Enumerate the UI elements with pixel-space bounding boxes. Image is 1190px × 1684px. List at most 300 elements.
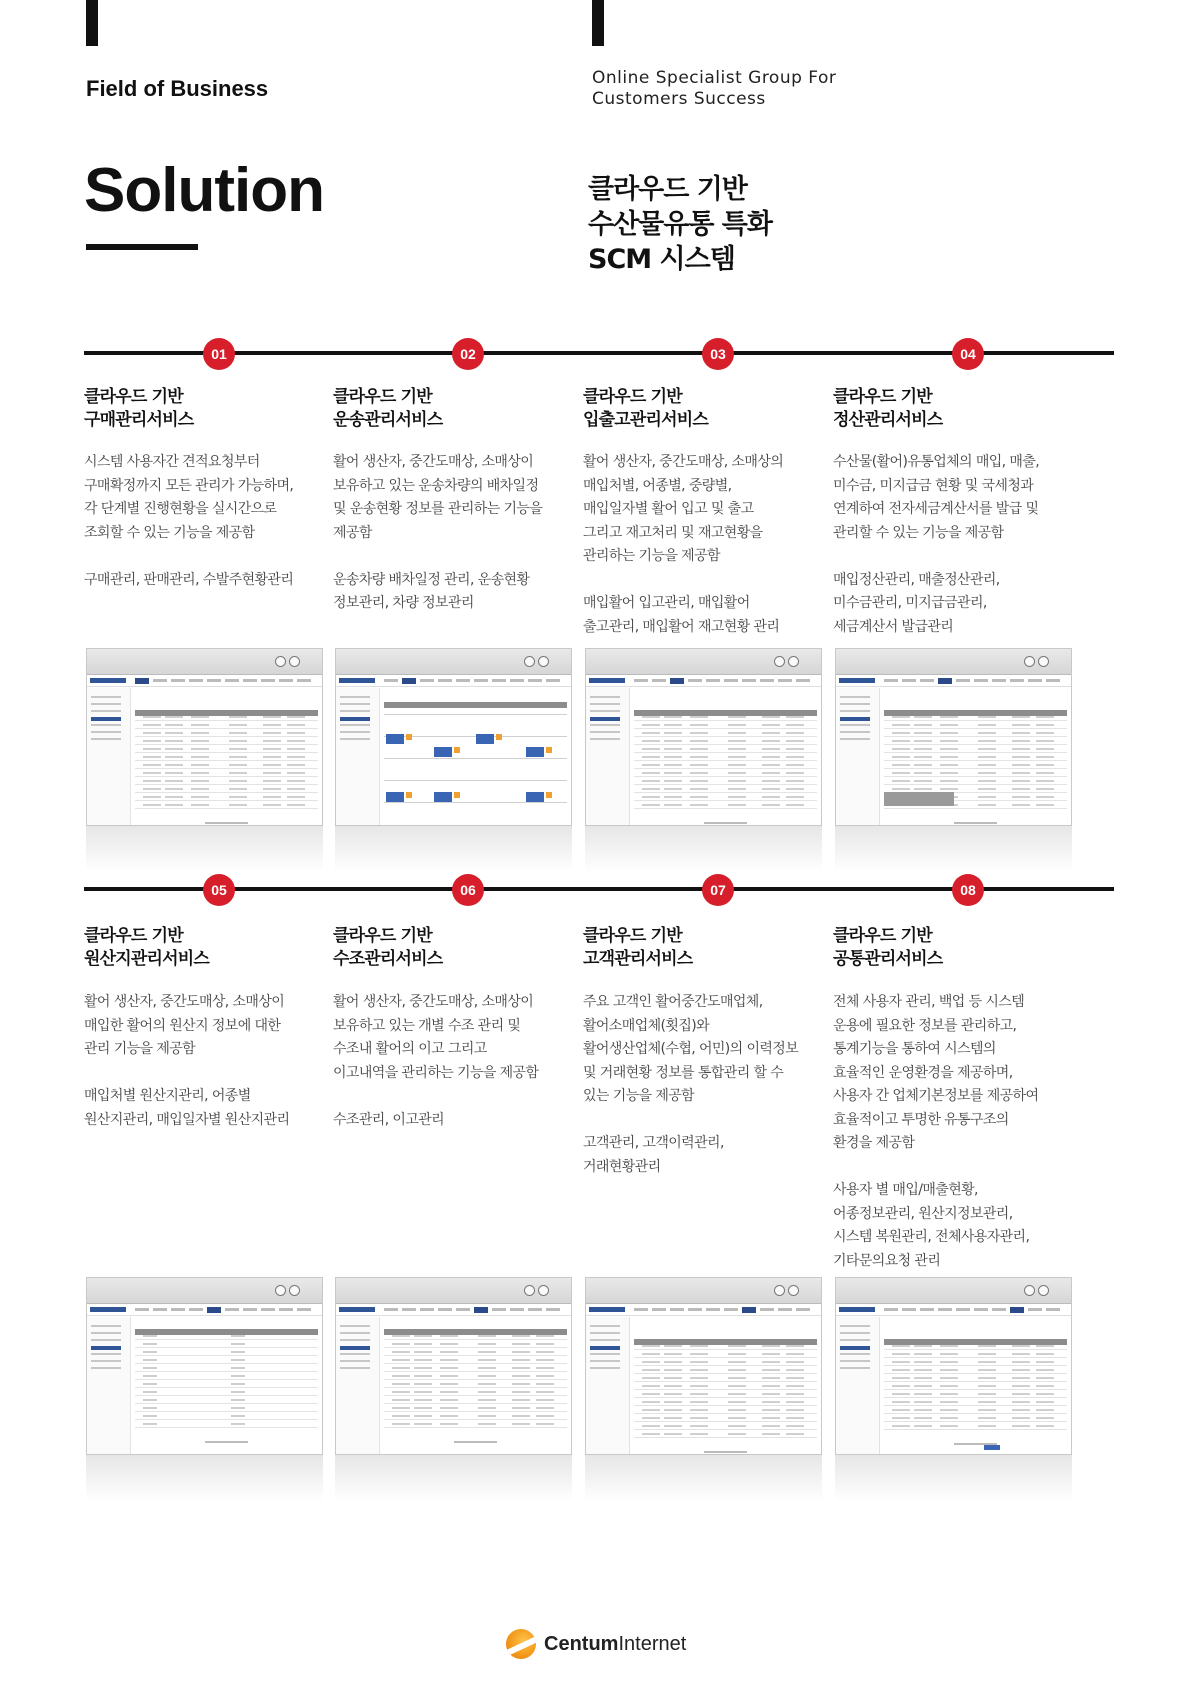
window-button-icon[interactable] bbox=[1038, 1285, 1049, 1296]
sidebar-item[interactable] bbox=[840, 1360, 870, 1362]
menu-item[interactable] bbox=[261, 1308, 275, 1311]
table-row bbox=[634, 1437, 817, 1438]
schedule-block[interactable] bbox=[526, 747, 544, 757]
menu-item[interactable] bbox=[153, 1308, 167, 1311]
menu-item[interactable] bbox=[510, 679, 524, 682]
page-title: Solution bbox=[84, 156, 324, 225]
sidebar-item[interactable] bbox=[91, 731, 121, 733]
table-cell bbox=[1012, 732, 1030, 734]
sidebar-item[interactable] bbox=[840, 1325, 870, 1327]
window-titlebar bbox=[336, 649, 571, 675]
table-cell bbox=[940, 724, 958, 726]
table-cell bbox=[762, 1353, 780, 1355]
table-cell bbox=[287, 780, 305, 782]
table-cell bbox=[664, 1433, 682, 1435]
menu-item[interactable] bbox=[153, 679, 167, 682]
table-cell bbox=[392, 1375, 410, 1377]
sidebar-item[interactable] bbox=[91, 703, 121, 705]
sidebar-item[interactable] bbox=[840, 696, 870, 698]
sidebar-item[interactable] bbox=[590, 738, 620, 740]
menu-item[interactable] bbox=[974, 1308, 988, 1311]
sidebar-item[interactable] bbox=[91, 724, 121, 726]
menu-item[interactable] bbox=[297, 679, 311, 682]
table-cell bbox=[762, 1409, 780, 1411]
service-title bbox=[583, 386, 833, 432]
app-menu-bar bbox=[836, 1304, 1071, 1316]
pagination[interactable] bbox=[704, 822, 747, 824]
table-cell bbox=[143, 1399, 157, 1401]
sidebar-item[interactable] bbox=[590, 710, 620, 712]
table-cell bbox=[690, 724, 708, 726]
menu-item[interactable] bbox=[884, 1308, 898, 1311]
menu-item[interactable] bbox=[920, 1308, 934, 1311]
schedule-block[interactable] bbox=[386, 734, 404, 744]
table-cell bbox=[231, 1415, 245, 1417]
menu-item[interactable] bbox=[1046, 679, 1060, 682]
sidebar-item[interactable] bbox=[840, 1353, 870, 1355]
sidebar-item[interactable] bbox=[840, 738, 870, 740]
menu-item[interactable] bbox=[402, 678, 416, 684]
table-cell bbox=[1036, 756, 1054, 758]
table-cell bbox=[143, 788, 161, 790]
menu-item[interactable] bbox=[652, 679, 666, 682]
table-cell bbox=[690, 788, 708, 790]
table-cell bbox=[263, 788, 281, 790]
table-cell bbox=[940, 748, 958, 750]
menu-item[interactable] bbox=[884, 679, 898, 682]
menu-item[interactable] bbox=[688, 679, 702, 682]
sidebar-item[interactable] bbox=[340, 710, 370, 712]
table-cell bbox=[940, 1361, 958, 1363]
table-cell bbox=[786, 1385, 804, 1387]
table-cell bbox=[940, 1417, 958, 1419]
table-cell bbox=[1036, 1353, 1054, 1355]
window-button-icon[interactable] bbox=[788, 656, 799, 667]
service-title-line: 정산관리서비스 bbox=[833, 410, 943, 430]
table-cell bbox=[263, 716, 281, 718]
sidebar-item[interactable] bbox=[340, 731, 370, 733]
app-sidebar bbox=[586, 688, 630, 825]
table-row bbox=[884, 760, 1067, 761]
menu-item[interactable] bbox=[492, 679, 506, 682]
schedule-tag bbox=[454, 792, 460, 798]
sidebar-item[interactable] bbox=[590, 1346, 620, 1350]
menu-item[interactable] bbox=[688, 1308, 702, 1311]
sidebar-item[interactable] bbox=[840, 724, 870, 726]
menu-item[interactable] bbox=[634, 1308, 648, 1311]
table-cell bbox=[762, 716, 780, 718]
menu-item[interactable] bbox=[634, 679, 648, 682]
table-row bbox=[634, 744, 817, 745]
sidebar-item[interactable] bbox=[840, 717, 870, 721]
menu-item[interactable] bbox=[243, 1308, 257, 1311]
table-cell bbox=[512, 1351, 530, 1353]
menu-item[interactable] bbox=[760, 679, 774, 682]
menu-item[interactable] bbox=[225, 1308, 239, 1311]
table-cell bbox=[191, 764, 209, 766]
sidebar-item[interactable] bbox=[91, 696, 121, 698]
menu-item[interactable] bbox=[279, 1308, 293, 1311]
window-button-icon[interactable] bbox=[289, 656, 300, 667]
table-row bbox=[884, 1373, 1067, 1374]
window-button-icon[interactable] bbox=[538, 1285, 549, 1296]
table-cell bbox=[786, 796, 804, 798]
table-cell bbox=[229, 788, 247, 790]
table-row bbox=[135, 720, 318, 721]
schedule-block[interactable] bbox=[434, 792, 452, 802]
supply-cruiser-logo bbox=[339, 1307, 375, 1312]
window-button-icon[interactable] bbox=[538, 656, 549, 667]
sidebar-item[interactable] bbox=[340, 717, 370, 721]
table-cell bbox=[642, 1353, 660, 1355]
table-cell bbox=[143, 1423, 157, 1425]
table-cell bbox=[940, 1353, 958, 1355]
table-cell bbox=[892, 732, 910, 734]
table-row bbox=[135, 1347, 318, 1348]
app-menu-bar bbox=[336, 1304, 571, 1316]
footer-brand bbox=[544, 1633, 686, 1656]
menu-item[interactable] bbox=[778, 1308, 792, 1311]
scm-subtitle bbox=[588, 172, 772, 277]
window-button-icon[interactable] bbox=[1024, 656, 1035, 667]
table-cell bbox=[1036, 1393, 1054, 1395]
sidebar-item[interactable] bbox=[590, 1367, 620, 1369]
pagination[interactable] bbox=[454, 1441, 497, 1443]
table-cell bbox=[892, 1385, 910, 1387]
menu-item[interactable] bbox=[456, 679, 470, 682]
menu-item[interactable] bbox=[778, 679, 792, 682]
table-cell bbox=[165, 756, 183, 758]
sidebar-item[interactable] bbox=[340, 738, 370, 740]
menu-item[interactable] bbox=[760, 1308, 774, 1311]
app-sidebar bbox=[836, 1317, 880, 1454]
sidebar-item[interactable] bbox=[91, 717, 121, 721]
menu-item[interactable] bbox=[189, 679, 203, 682]
table-cell bbox=[664, 796, 682, 798]
sidebar-item[interactable] bbox=[340, 1353, 370, 1355]
table-cell bbox=[165, 724, 183, 726]
sidebar-item[interactable] bbox=[91, 1332, 121, 1334]
table-row bbox=[384, 1371, 567, 1372]
window-titlebar bbox=[87, 1278, 322, 1304]
app-sidebar bbox=[586, 1317, 630, 1454]
menu-item[interactable] bbox=[902, 679, 916, 682]
sidebar-item[interactable] bbox=[840, 1367, 870, 1369]
table-cell bbox=[762, 1433, 780, 1435]
table-cell bbox=[690, 1369, 708, 1371]
sidebar-item[interactable] bbox=[840, 1332, 870, 1334]
window-button-icon[interactable] bbox=[289, 1285, 300, 1296]
schedule-block[interactable] bbox=[526, 792, 544, 802]
screenshot-reflection bbox=[86, 826, 323, 872]
table-row bbox=[135, 1403, 318, 1404]
menu-item[interactable] bbox=[135, 678, 149, 684]
menu-item[interactable] bbox=[207, 679, 221, 682]
table-cell bbox=[512, 1423, 530, 1425]
sidebar-item[interactable] bbox=[91, 1325, 121, 1327]
window-button-icon[interactable] bbox=[275, 656, 286, 667]
table-cell bbox=[728, 724, 746, 726]
table-cell bbox=[478, 1423, 496, 1425]
table-row bbox=[135, 760, 318, 761]
schedule-block[interactable] bbox=[434, 747, 452, 757]
window-button-icon[interactable] bbox=[774, 1285, 785, 1296]
sidebar-item[interactable] bbox=[340, 1346, 370, 1350]
menu-item[interactable] bbox=[1028, 679, 1042, 682]
sidebar-item[interactable] bbox=[590, 724, 620, 726]
sidebar-item[interactable] bbox=[840, 731, 870, 733]
sidebar-item[interactable] bbox=[91, 1353, 121, 1355]
service-description-line: 거래현황관리 bbox=[583, 1158, 661, 1175]
service-title bbox=[333, 386, 583, 432]
menu-item[interactable] bbox=[546, 1308, 560, 1311]
table-cell bbox=[287, 740, 305, 742]
table-cell bbox=[512, 1391, 530, 1393]
menu-item[interactable] bbox=[992, 679, 1006, 682]
sidebar-item[interactable] bbox=[590, 717, 620, 721]
service-description-line: 사용자 별 매입/매출현황, bbox=[833, 1182, 978, 1198]
menu-item[interactable] bbox=[474, 679, 488, 682]
table-cell bbox=[762, 804, 780, 806]
menu-item[interactable] bbox=[384, 1308, 398, 1311]
table-row bbox=[135, 1355, 318, 1356]
menu-item[interactable] bbox=[225, 679, 239, 682]
menu-item[interactable] bbox=[974, 679, 988, 682]
table-row bbox=[634, 760, 817, 761]
table-cell bbox=[143, 732, 161, 734]
menu-item[interactable] bbox=[742, 1307, 756, 1313]
sidebar-item[interactable] bbox=[590, 1332, 620, 1334]
screenshot-reflection bbox=[335, 1455, 572, 1501]
sidebar-item[interactable] bbox=[840, 1346, 870, 1350]
paragraph-gap bbox=[583, 1109, 833, 1133]
window-button-icon[interactable] bbox=[524, 656, 535, 667]
sidebar-item[interactable] bbox=[340, 1339, 370, 1341]
menu-item[interactable] bbox=[420, 679, 434, 682]
sidebar-item[interactable] bbox=[840, 710, 870, 712]
table-cell bbox=[229, 756, 247, 758]
menu-item[interactable] bbox=[938, 678, 952, 684]
sidebar-item[interactable] bbox=[91, 1346, 121, 1350]
menu-item[interactable] bbox=[1046, 1308, 1060, 1311]
menu-item[interactable] bbox=[474, 1307, 488, 1313]
menu-item[interactable] bbox=[724, 1308, 738, 1311]
sidebar-item[interactable] bbox=[340, 1367, 370, 1369]
menu-item[interactable] bbox=[992, 1308, 1006, 1311]
service-description-line: 환경을 제공함 bbox=[833, 1135, 915, 1151]
table-cell bbox=[786, 1409, 804, 1411]
window-button-icon[interactable] bbox=[788, 1285, 799, 1296]
sidebar-item[interactable] bbox=[340, 724, 370, 726]
table-cell bbox=[664, 732, 682, 734]
sidebar-item[interactable] bbox=[340, 703, 370, 705]
table-cell bbox=[287, 804, 305, 806]
table-cell bbox=[1036, 772, 1054, 774]
table-cell bbox=[191, 740, 209, 742]
table-cell bbox=[786, 772, 804, 774]
menu-item[interactable] bbox=[420, 1308, 434, 1311]
table-cell bbox=[642, 804, 660, 806]
window-button-icon[interactable] bbox=[1024, 1285, 1035, 1296]
service-title-line: 클라우드 기반 bbox=[583, 926, 682, 946]
window-button-icon[interactable] bbox=[774, 656, 785, 667]
menu-item[interactable] bbox=[1010, 679, 1024, 682]
schedule-block[interactable] bbox=[386, 792, 404, 802]
service-description bbox=[583, 451, 833, 639]
sidebar-item[interactable] bbox=[340, 1325, 370, 1327]
table-row bbox=[135, 1419, 318, 1420]
table-cell bbox=[143, 772, 161, 774]
sidebar-item[interactable] bbox=[91, 1339, 121, 1341]
sidebar-item[interactable] bbox=[590, 731, 620, 733]
table-cell bbox=[664, 1385, 682, 1387]
menu-item[interactable] bbox=[796, 1308, 810, 1311]
table-cell bbox=[440, 1351, 458, 1353]
menu-item[interactable] bbox=[279, 679, 293, 682]
table-row bbox=[884, 1365, 1067, 1366]
table-cell bbox=[892, 1345, 910, 1347]
sidebar-item[interactable] bbox=[340, 696, 370, 698]
table-cell bbox=[1036, 780, 1054, 782]
table-row bbox=[884, 784, 1067, 785]
table-row bbox=[634, 1381, 817, 1382]
menu-item[interactable] bbox=[938, 1308, 952, 1311]
sidebar-item[interactable] bbox=[91, 1360, 121, 1362]
sidebar-item[interactable] bbox=[590, 696, 620, 698]
table-cell bbox=[229, 764, 247, 766]
menu-item[interactable] bbox=[920, 679, 934, 682]
menu-item[interactable] bbox=[207, 1307, 221, 1313]
menu-item[interactable] bbox=[1028, 1308, 1042, 1311]
sidebar-item[interactable] bbox=[590, 1353, 620, 1355]
menu-item[interactable] bbox=[171, 1308, 185, 1311]
table-cell bbox=[536, 1415, 554, 1417]
table-cell bbox=[229, 724, 247, 726]
table-cell bbox=[978, 756, 996, 758]
table-cell bbox=[440, 1335, 458, 1337]
window-button-icon[interactable] bbox=[1038, 656, 1049, 667]
menu-item[interactable] bbox=[742, 679, 756, 682]
menu-item[interactable] bbox=[297, 1308, 311, 1311]
pagination[interactable] bbox=[205, 1441, 248, 1443]
table-cell bbox=[165, 748, 183, 750]
menu-item[interactable] bbox=[402, 1308, 416, 1311]
table-row bbox=[135, 768, 318, 769]
menu-item[interactable] bbox=[171, 679, 185, 682]
table-cell bbox=[978, 1417, 996, 1419]
table-cell bbox=[478, 1359, 496, 1361]
table-cell bbox=[642, 756, 660, 758]
step-number-badge: 02 bbox=[452, 338, 484, 370]
table-cell bbox=[642, 1385, 660, 1387]
menu-item[interactable] bbox=[546, 679, 560, 682]
table-cell bbox=[392, 1415, 410, 1417]
menu-item[interactable] bbox=[384, 679, 398, 682]
menu-item[interactable] bbox=[528, 679, 542, 682]
menu-item[interactable] bbox=[438, 679, 452, 682]
window-button-icon[interactable] bbox=[524, 1285, 535, 1296]
menu-item[interactable] bbox=[796, 679, 810, 682]
menu-item[interactable] bbox=[652, 1308, 666, 1311]
service-description-line: 그리고 재고처리 및 재고현황을 bbox=[583, 524, 763, 541]
service-description-line: 정보관리, 차량 정보관리 bbox=[333, 595, 474, 611]
menu-item[interactable] bbox=[510, 1308, 524, 1311]
menu-item[interactable] bbox=[670, 678, 684, 684]
table-cell bbox=[728, 1345, 746, 1347]
pagination[interactable] bbox=[954, 1443, 997, 1445]
table-cell bbox=[642, 780, 660, 782]
table-cell bbox=[231, 1391, 245, 1393]
sidebar-item[interactable] bbox=[590, 1339, 620, 1341]
table-cell bbox=[1036, 732, 1054, 734]
table-cell bbox=[1012, 748, 1030, 750]
search-button[interactable] bbox=[984, 1445, 1000, 1450]
sidebar-item[interactable] bbox=[840, 703, 870, 705]
service-description-line: 시스템 사용자간 견적요청부터 bbox=[84, 454, 260, 470]
sidebar-item[interactable] bbox=[340, 1332, 370, 1334]
table-cell bbox=[512, 1343, 530, 1345]
sidebar-item[interactable] bbox=[91, 1367, 121, 1369]
menu-item[interactable] bbox=[492, 1308, 506, 1311]
sidebar-item[interactable] bbox=[840, 1339, 870, 1341]
sidebar-item[interactable] bbox=[340, 1360, 370, 1362]
table-cell bbox=[892, 764, 910, 766]
window-button-icon[interactable] bbox=[275, 1285, 286, 1296]
menu-item[interactable] bbox=[456, 1308, 470, 1311]
pagination[interactable] bbox=[205, 822, 248, 824]
menu-item[interactable] bbox=[438, 1308, 452, 1311]
menu-item[interactable] bbox=[243, 679, 257, 682]
menu-item[interactable] bbox=[670, 1308, 684, 1311]
table-row bbox=[384, 1363, 567, 1364]
table-cell bbox=[664, 1417, 682, 1419]
sidebar-item[interactable] bbox=[590, 703, 620, 705]
pagination[interactable] bbox=[954, 822, 997, 824]
pagination[interactable] bbox=[704, 1451, 747, 1453]
sidebar-item[interactable] bbox=[590, 1360, 620, 1362]
menu-item[interactable] bbox=[528, 1308, 542, 1311]
menu-item[interactable] bbox=[956, 679, 970, 682]
table-cell bbox=[892, 740, 910, 742]
subtitle-line: 클라우드 기반 bbox=[588, 174, 747, 205]
menu-item[interactable] bbox=[706, 1308, 720, 1311]
menu-item[interactable] bbox=[956, 1308, 970, 1311]
sidebar-item[interactable] bbox=[91, 738, 121, 740]
table-cell bbox=[191, 796, 209, 798]
menu-item[interactable] bbox=[189, 1308, 203, 1311]
supply-cruiser-logo bbox=[839, 1307, 875, 1312]
menu-item[interactable] bbox=[706, 679, 720, 682]
table-cell bbox=[892, 780, 910, 782]
menu-item[interactable] bbox=[724, 679, 738, 682]
service-title-line: 고객관리서비스 bbox=[583, 949, 693, 969]
sidebar-item[interactable] bbox=[590, 1325, 620, 1327]
service-title-line: 클라우드 기반 bbox=[333, 387, 432, 407]
sidebar-item[interactable] bbox=[91, 710, 121, 712]
menu-item[interactable] bbox=[1010, 1307, 1024, 1313]
schedule-block[interactable] bbox=[476, 734, 494, 744]
menu-item[interactable] bbox=[902, 1308, 916, 1311]
service-description-line: 세금계산서 발급관리 bbox=[833, 618, 954, 635]
table-row bbox=[634, 800, 817, 801]
table-cell bbox=[392, 1367, 410, 1369]
menu-item[interactable] bbox=[135, 1308, 149, 1311]
table-cell bbox=[143, 724, 161, 726]
table-cell bbox=[642, 788, 660, 790]
menu-item[interactable] bbox=[261, 679, 275, 682]
table-cell bbox=[664, 1353, 682, 1355]
table-row bbox=[135, 752, 318, 753]
